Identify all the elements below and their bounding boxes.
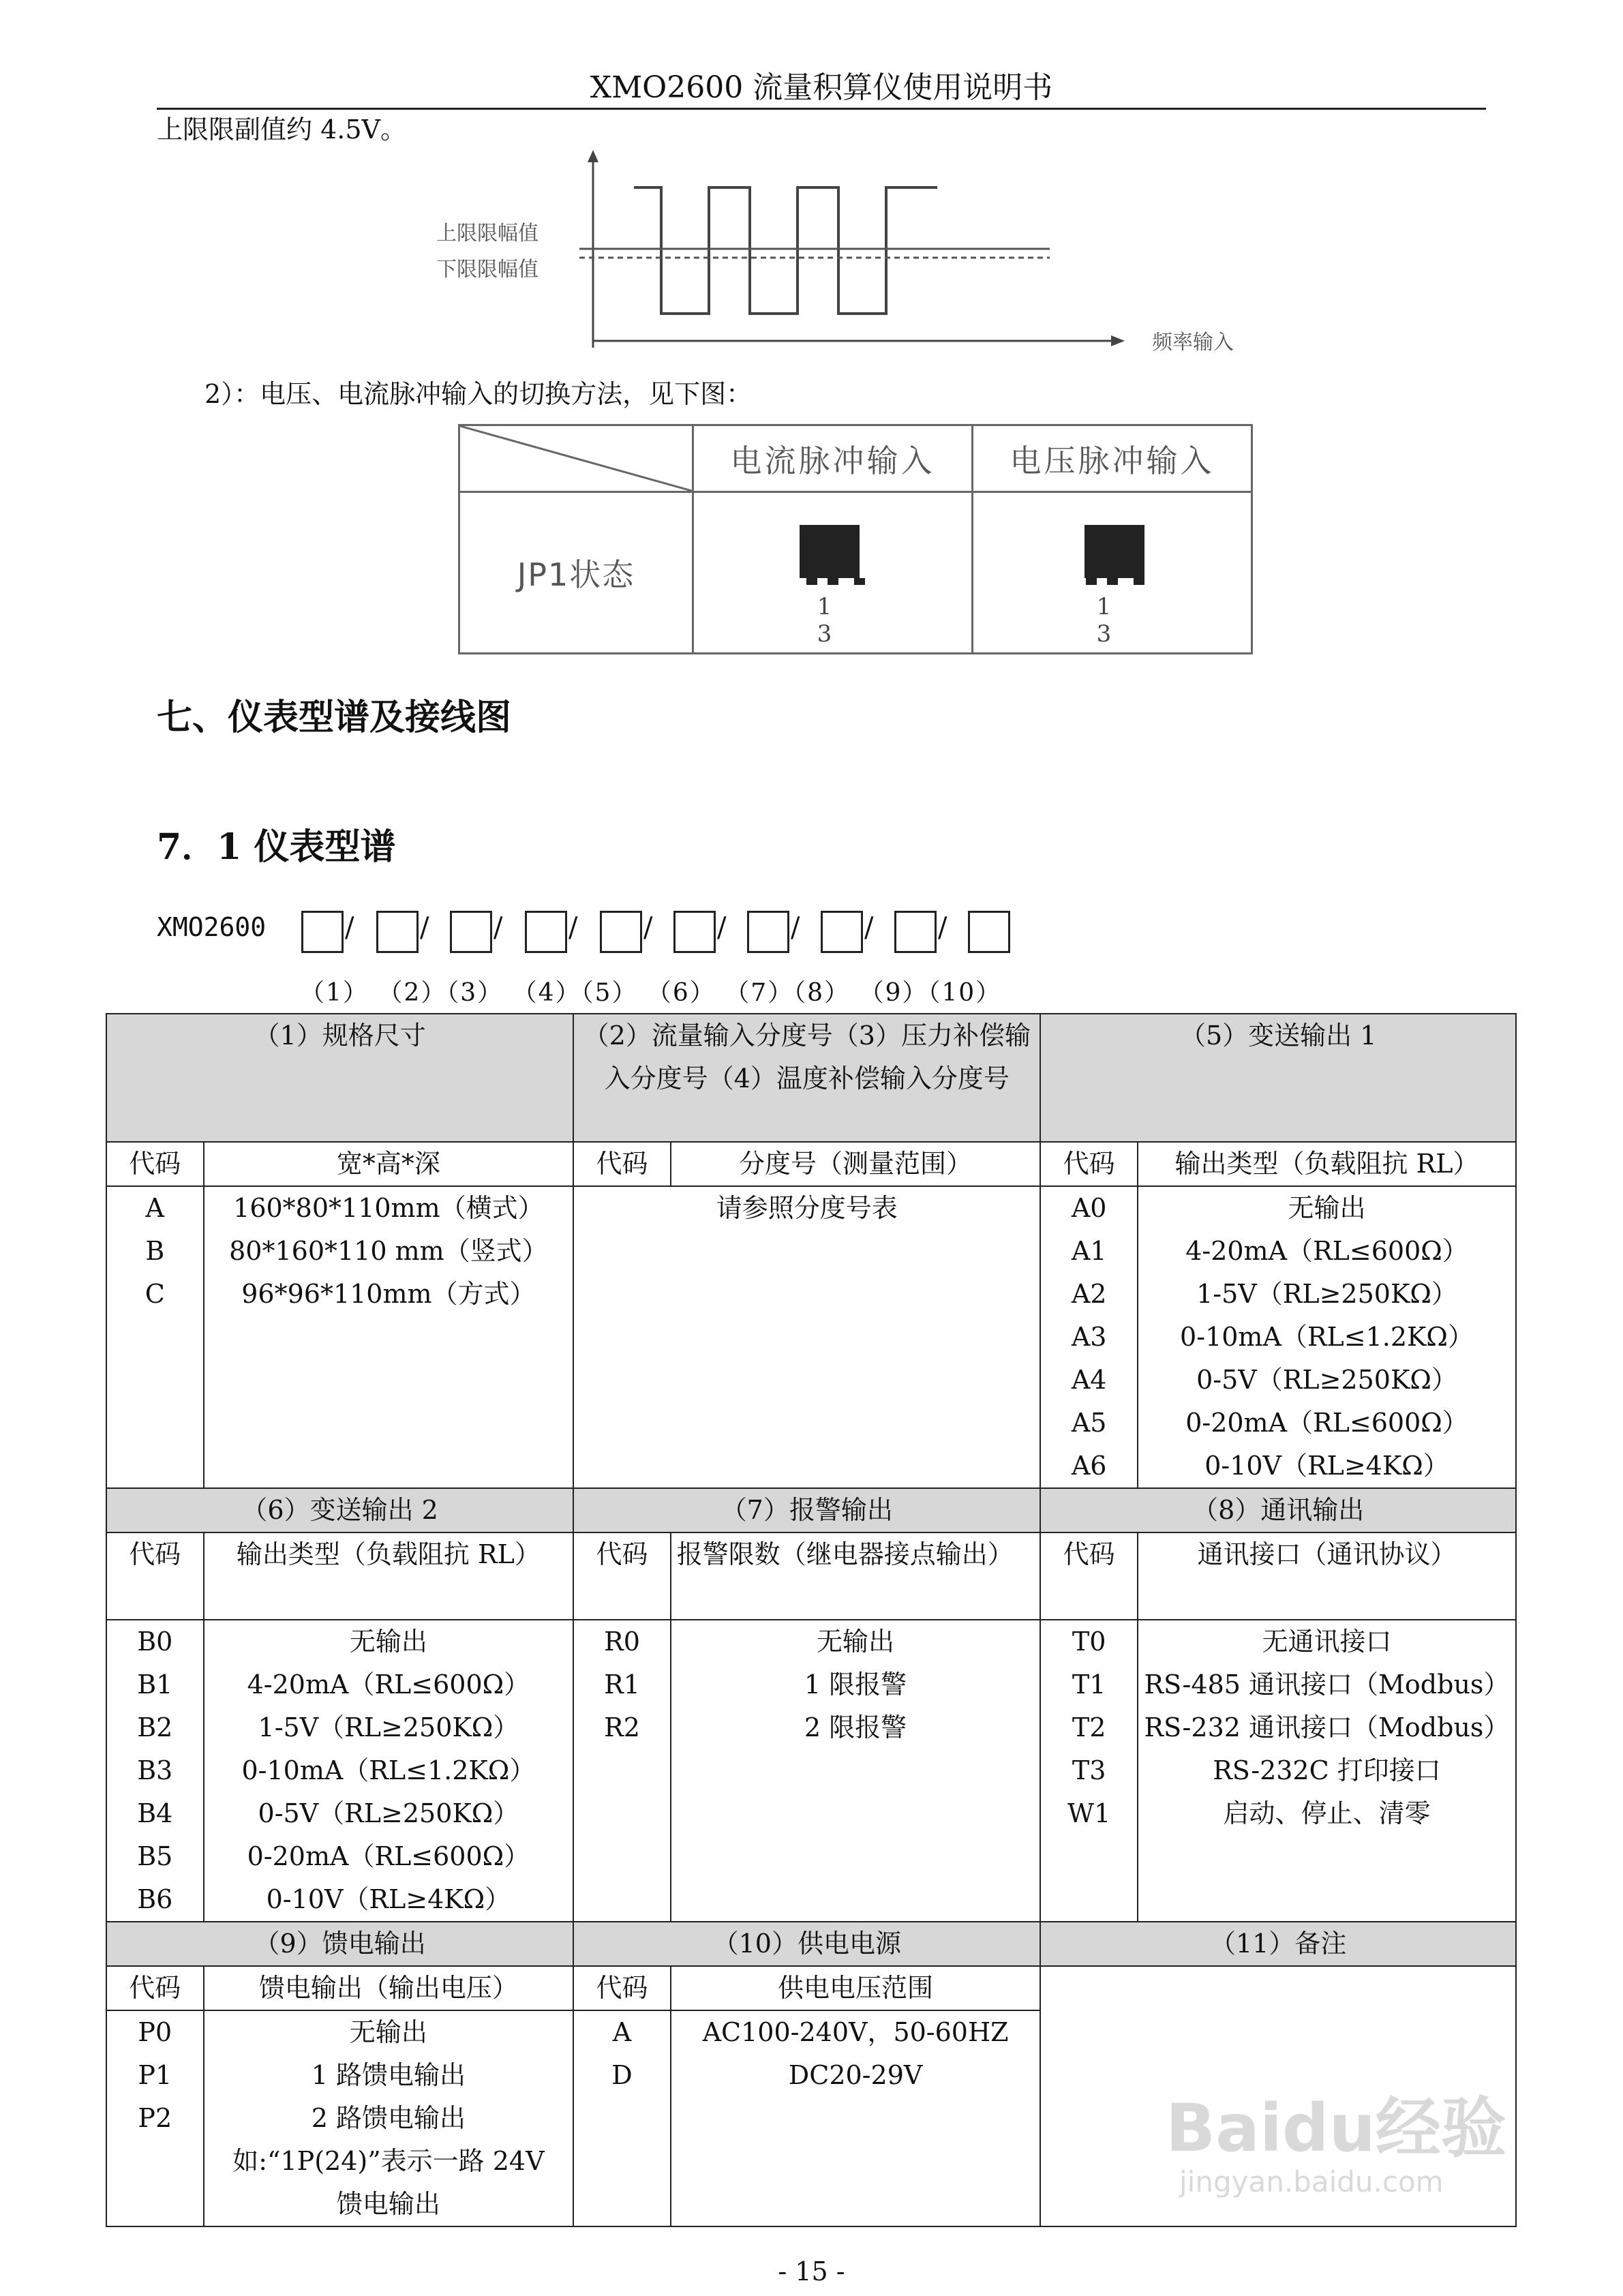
list-item: 无输出 [349, 2017, 427, 2047]
spec-input-title: （2）流量输入分度号（3）压力补偿输入分度号（4）温度补偿输入分度号 [573, 1014, 1040, 1142]
list-item: R0 [604, 1627, 640, 1657]
lower-limit-label: 下限限幅值 [436, 258, 539, 282]
spec-feed-title: （9）馈电输出 [106, 1922, 573, 1966]
upper-limit-label: 上限限幅值 [436, 222, 539, 245]
model-box-5 [600, 911, 642, 953]
x-axis-arrow [1111, 335, 1125, 346]
voltage-pulse-header: 电压脉冲输入 [973, 425, 1252, 492]
list-item: B2 [137, 1712, 173, 1742]
transmit1-col-header: 输出类型（负载阻抗 RL） [1138, 1142, 1516, 1186]
list-item: A3 [1071, 1322, 1107, 1352]
model-box-7 [747, 911, 789, 953]
model-slash: / [717, 912, 727, 943]
list-item: P1 [138, 2060, 172, 2090]
watermark-brand: Baidu经验 [1166, 2090, 1506, 2166]
comm-values [1138, 1620, 1516, 1922]
watermark-url: jingyan.baidu.com [1179, 2165, 1444, 2199]
list-item: R1 [604, 1670, 640, 1700]
list-item: 1-5V（RL≥250KΩ） [258, 1712, 519, 1742]
list-item: RS-485 通讯接口（Modbus） [1144, 1670, 1510, 1700]
current-pulse-header: 电流脉冲输入 [693, 425, 973, 492]
code-header: 代码 [106, 1142, 204, 1186]
list-item: A [145, 1193, 164, 1223]
list-item: T1 [1072, 1670, 1106, 1700]
model-slash: / [791, 912, 800, 943]
spec-transmit1-title: （5）变送输出 1 [1040, 1014, 1516, 1142]
model-prefix: XMO2600 [157, 912, 267, 942]
list-item: 1 限报警 [804, 1670, 907, 1700]
list-item: A5 [1071, 1408, 1107, 1438]
code-header: 代码 [573, 1142, 671, 1186]
list-item: B3 [137, 1755, 173, 1785]
jumper-block-current [795, 525, 870, 648]
list-item: 2 限报警 [804, 1712, 907, 1742]
list-item: 96*96*110mm（方式） [241, 1279, 536, 1309]
model-slash: / [494, 912, 503, 943]
model-slash: / [643, 912, 653, 943]
model-box-4 [525, 911, 567, 953]
size-codes [106, 1186, 204, 1488]
transmit1-codes [1040, 1186, 1138, 1488]
input-col-header: 分度号（测量范围） [671, 1142, 1041, 1186]
model-slash: / [938, 912, 947, 943]
code-header: 代码 [1040, 1142, 1138, 1186]
list-item: B4 [137, 1798, 173, 1828]
list-item: 0-10V（RL≥4KΩ） [1204, 1451, 1449, 1481]
list-item: B6 [137, 1884, 173, 1914]
list-item: 1 路馈电输出 [311, 2060, 466, 2090]
frequency-waveform-diagram [409, 150, 1268, 354]
list-item: A2 [1071, 1279, 1107, 1309]
list-item: 0-20mA（RL≤600Ω） [1185, 1408, 1468, 1438]
list-item: D [611, 2060, 633, 2090]
list-item: R2 [604, 1712, 640, 1742]
list-item: A4 [1071, 1365, 1107, 1395]
current-jumper-cell [693, 492, 973, 654]
list-item: 160*80*110mm（横式） [233, 1193, 544, 1223]
alarm-col-header: 报警限数（继电器接点输出） [671, 1532, 1041, 1620]
code-header: 代码 [1040, 1532, 1138, 1620]
baidu-jingyan-watermark [1159, 2086, 1541, 2202]
list-item: 0-10V（RL≥4KΩ） [266, 1884, 511, 1914]
spec-power-title: （10）供电电源 [573, 1922, 1040, 1966]
list-item: B1 [137, 1670, 173, 1700]
model-box-10 [968, 911, 1010, 953]
list-item: RS-232C 打印接口 [1213, 1755, 1441, 1785]
intro-line: 上限限副值约 4.5V。 [157, 115, 406, 145]
list-item: A0 [1071, 1193, 1107, 1223]
model-box-6 [673, 911, 716, 953]
model-box-1 [301, 911, 344, 953]
spec-alarm-title: （7）报警输出 [573, 1488, 1040, 1532]
list-item: 无通讯接口 [1262, 1627, 1392, 1657]
list-item: 启动、停止、清零 [1223, 1798, 1431, 1828]
model-box-9 [894, 911, 937, 953]
model-box-8 [821, 911, 863, 953]
model-slash: / [568, 912, 578, 943]
code-header: 代码 [106, 1532, 204, 1620]
list-item: 1-5V（RL≥250KΩ） [1196, 1279, 1457, 1309]
pin-numbers-current: 1 3 [817, 593, 849, 648]
list-item: C [145, 1279, 165, 1309]
list-item: 0-5V（RL≥250KΩ） [1196, 1365, 1457, 1395]
pin-numbers-voltage: 1 3 [1096, 593, 1128, 648]
feed-values [204, 2010, 574, 2226]
list-item: T0 [1072, 1627, 1106, 1657]
list-item: T3 [1072, 1755, 1106, 1785]
model-slash: / [864, 912, 874, 943]
list-item: P0 [138, 2017, 172, 2047]
switch-intro: 2）：电压、电流脉冲输入的切换方法，见下图： [204, 379, 753, 409]
list-item: B [145, 1236, 165, 1266]
model-slash: / [345, 912, 354, 943]
page-number: - 15 - [778, 2256, 845, 2286]
list-item: AC100-240V，50-60HZ [702, 2017, 1009, 2047]
list-item: 0-10mA（RL≤1.2KΩ） [241, 1755, 536, 1785]
code-header: 代码 [106, 1966, 204, 2010]
power-codes [573, 2010, 671, 2226]
size-values [204, 1186, 574, 1488]
list-item: P2 [138, 2103, 172, 2133]
list-item: T2 [1072, 1712, 1106, 1742]
list-item: A1 [1071, 1236, 1107, 1266]
list-item: 馈电输出 [336, 2189, 440, 2219]
list-item: 0-10mA（RL≤1.2KΩ） [1180, 1322, 1474, 1352]
feed-col-header: 馈电输出（输出电压） [204, 1966, 574, 2010]
feed-codes [106, 2010, 204, 2226]
code-header: 代码 [573, 1966, 671, 2010]
power-col-header: 供电电压范围 [671, 1966, 1041, 2010]
frequency-input-label: 频率输入 [1152, 331, 1234, 354]
list-item: 4-20mA（RL≤600Ω） [247, 1670, 530, 1700]
y-axis-arrow [588, 150, 598, 162]
spec-remark-title: （11）备注 [1040, 1922, 1516, 1966]
document-header: XMO2600 流量积算仪使用说明书 [590, 70, 1053, 105]
alarm-codes [573, 1620, 671, 1922]
list-item: W1 [1067, 1798, 1111, 1828]
voltage-jumper-cell [973, 492, 1252, 654]
square-wave [634, 187, 937, 314]
header-rule [157, 108, 1486, 110]
section71-heading: 7．1 仪表型谱 [157, 826, 396, 868]
list-item: 2 路馈电输出 [311, 2103, 466, 2133]
diagonal-header-cell [459, 425, 693, 492]
input-note [573, 1186, 1040, 1488]
list-item: 4-20mA（RL≤600Ω） [1185, 1236, 1468, 1266]
model-spec-table [106, 1013, 1517, 2227]
section7-heading: 七、仪表型谱及接线图 [157, 697, 512, 738]
alarm-values [671, 1620, 1041, 1922]
list-item: 0-20mA（RL≤600Ω） [247, 1841, 530, 1871]
comm-codes [1040, 1620, 1138, 1922]
list-item: 0-5V（RL≥250KΩ） [258, 1798, 519, 1828]
list-item: A [612, 2017, 632, 2047]
list-item: DC20-29V [788, 2060, 923, 2090]
jumper-setting-table [458, 424, 1253, 654]
list-item: 如:“1P(24)”表示一路 24V [232, 2146, 545, 2176]
model-position-numbers: （1） （2）（3） （4）（5） （6） （7）（8） （9）（10） [300, 979, 1002, 1007]
code-header: 代码 [573, 1532, 671, 1620]
transmit1-values [1138, 1186, 1516, 1488]
size-col-header: 宽*高*深 [204, 1142, 574, 1186]
comm-col-header: 通讯接口（通讯协议） [1138, 1532, 1516, 1620]
list-item: 请参照分度号表 [716, 1193, 898, 1223]
jumper-block-voltage [1075, 525, 1150, 648]
transmit2-col-header: 输出类型（负载阻抗 RL） [204, 1532, 574, 1620]
list-item: RS-232 通讯接口（Modbus） [1144, 1712, 1510, 1742]
list-item: B0 [137, 1627, 173, 1657]
list-item: 无输出 [817, 1627, 895, 1657]
jp1-state-label: JP1状态 [459, 492, 693, 654]
model-box-3 [450, 911, 492, 953]
spec-size-title: （1）规格尺寸 [106, 1014, 573, 1142]
list-item: B5 [137, 1841, 173, 1871]
transmit2-codes [106, 1620, 204, 1922]
model-slash: / [420, 912, 429, 943]
model-box-2 [376, 911, 419, 953]
spec-transmit2-title: （6）变送输出 2 [106, 1488, 573, 1532]
list-item: A6 [1071, 1451, 1107, 1481]
list-item: 无输出 [1288, 1193, 1366, 1223]
power-values [671, 2010, 1041, 2226]
transmit2-values [204, 1620, 574, 1922]
list-item: 无输出 [349, 1627, 427, 1657]
spec-comm-title: （8）通讯输出 [1040, 1488, 1516, 1532]
diagonal-line [460, 426, 692, 491]
list-item: 80*160*110 mm（竖式） [229, 1236, 548, 1266]
